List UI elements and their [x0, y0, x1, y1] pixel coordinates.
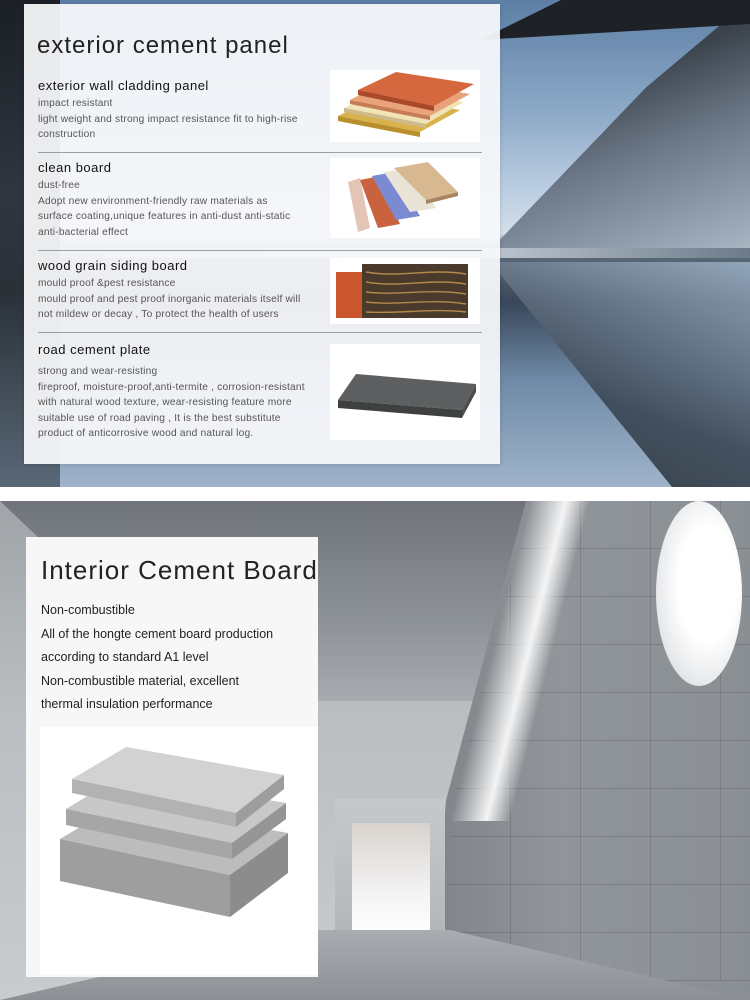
water-reflection — [490, 262, 750, 487]
product-heading: wood grain siding board — [38, 258, 188, 273]
product-description — [38, 276, 328, 323]
gray-road-plate-icon — [330, 344, 480, 440]
description-line: construction — [38, 129, 96, 140]
description-line: impact resistant — [38, 98, 113, 109]
interior-title: Interior Cement Board — [41, 555, 318, 585]
description-line: Adopt new environment-friendly raw materials as — [38, 195, 268, 207]
product-description — [38, 96, 328, 143]
product-item-cladding — [24, 78, 500, 154]
separator-line — [38, 250, 482, 251]
description-line: light weight and strong impact resistance fit to high-rise — [38, 113, 298, 125]
exterior-info-panel — [24, 4, 500, 464]
exterior-title: exterior cement panel — [37, 32, 289, 59]
oval-skylight — [656, 501, 742, 686]
description-line: Non-combustible — [41, 603, 135, 617]
fanned-boards-icon — [330, 158, 480, 238]
separator-line — [38, 152, 482, 153]
description-line: dust-free — [38, 180, 81, 191]
description-line: mould proof &pest resistance — [38, 278, 176, 289]
description-line: not mildew or decay , To protect the health of users — [38, 309, 279, 320]
product-item-clean-board — [24, 160, 500, 250]
interior-info-panel — [26, 537, 318, 977]
building-roof-ledge — [480, 0, 750, 40]
description-line: Non-combustible material, excellent — [41, 673, 240, 688]
product-heading: clean board — [38, 160, 112, 175]
description-line: suitable use of road paving , It is the best substitute — [38, 412, 281, 424]
description-line: according to standard A1 level — [41, 650, 209, 665]
description-line: surface coating,unique features in anti-dust anti-static — [38, 211, 291, 222]
description-line: mould proof and pest proof inorganic materials itself will — [38, 293, 301, 305]
building-facade — [490, 0, 750, 250]
separator-line — [38, 332, 482, 333]
product-item-road-plate — [24, 342, 500, 452]
description-line: with natural wood texture, wear-resisting feature more — [38, 397, 292, 408]
description-line: strong and wear-resisting — [38, 366, 158, 377]
exterior-background-photo — [0, 0, 750, 487]
doorway-light — [352, 823, 430, 935]
description-line: thermal insulation performance — [41, 697, 213, 712]
interior-background-photo — [0, 501, 750, 1000]
description-line: fireproof, moisture-proof,anti-termite , corrosion-resistant — [38, 381, 305, 393]
stacked-cement-boards-icon — [40, 727, 318, 975]
product-description — [38, 364, 328, 442]
stacked-colored-boards-icon — [330, 70, 480, 142]
product-description — [38, 178, 328, 240]
product-item-wood-grain — [24, 258, 500, 328]
interior-description — [41, 599, 311, 717]
product-heading: road cement plate — [38, 342, 151, 357]
description-line: All of the hongte cement board production — [41, 626, 274, 641]
product-heading: exterior wall cladding panel — [38, 78, 209, 93]
description-line: product of anticorrosive wood and natural log. — [38, 428, 254, 439]
description-line: anti-bacterial effect — [38, 226, 129, 238]
wood-grain-boards-icon — [330, 258, 480, 324]
